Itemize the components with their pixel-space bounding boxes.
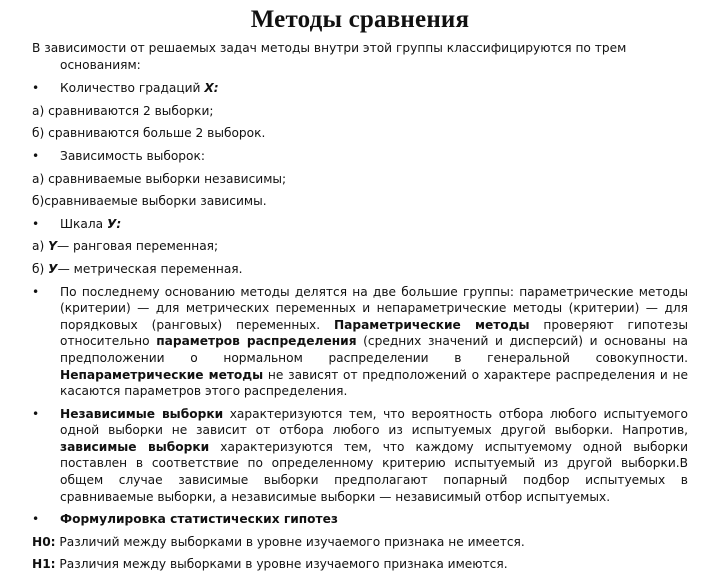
intro-second-line: основаниям: (60, 57, 141, 72)
h1-label: Н1: (32, 557, 56, 572)
scale-a-text: — ранговая переменная; (56, 239, 219, 254)
bullet-scale-text: Шкала (60, 216, 107, 231)
bullet-independent-samples (32, 406, 688, 506)
method-groups-text-4: не зависят от предположений о характере распределения и не касаются параметров этого распределения. (60, 367, 689, 399)
bullet-gradations-text: Количество градаций (60, 81, 205, 96)
bullet-marker: • (32, 216, 40, 231)
variable-x: Х: (204, 81, 219, 96)
scale-a (32, 238, 688, 255)
bullet-marker: • (32, 81, 40, 96)
h0-label: Н0: (32, 534, 56, 549)
bullet-method-groups (32, 284, 688, 400)
scale-b-variable: У (48, 261, 58, 276)
distribution-parameters-term: параметров распределения (156, 334, 357, 349)
slide-title: Методы сравнения (250, 6, 470, 33)
gradations-a: а) сравниваются 2 выборки; (32, 103, 214, 118)
independent-samples-term: Независимые выборки (60, 406, 224, 421)
scale-b-prefix: б) (32, 261, 49, 276)
scale-b-text: — метрическая переменная. (57, 261, 243, 276)
bullet-marker: • (32, 284, 40, 299)
dependence-a: а) сравниваемые выборки независимы; (32, 171, 287, 186)
slide-body (32, 40, 688, 573)
samples-text-2: характеризуются тем, что каждому испытуемому одной выборки поставлен в соответствие по определенному критерию испытуемый из другой выборки.В общем случае зависимые выборки предполагают попарный подбор испытуемых в сравниваемые выборки, а независимые выборки — независимый отбор испытуемых. (60, 439, 688, 504)
samples-text-1: характеризуются тем, что вероятность отбора любого испытуемого одной выборки не зависит от отбора любого из испытуемых другой выборки. Напротив, (60, 406, 688, 438)
h0-text: Различий между выборками в уровне изучаемого признака не имеется. (55, 534, 525, 549)
bullet-scale (32, 216, 688, 233)
intro-first-line: В зависимости от решаемых задач методы внутри этой группы классифицируются по трем (32, 41, 627, 55)
method-groups-text-1: По последнему основанию методы делятся на две большие группы: параметрические методы (критерии) — для метрических переменных и непараметрические методы (критерии) — для порядковых (ранговых) переменных. (60, 284, 688, 332)
scale-a-variable: Y (48, 239, 57, 254)
method-groups-text-3: (средних значений и дисперсий) и основаны на предположении о нормальном распределении в генеральной совокупности. (60, 334, 688, 365)
bullet-marker: • (32, 512, 40, 527)
nonparametric-methods-term: Непараметрические методы (60, 367, 264, 382)
hypotheses-heading: Формулировка статистических гипотез (60, 512, 338, 527)
intro-paragraph (32, 40, 688, 73)
bullet-gradations (32, 80, 688, 97)
h1-text: Различия между выборками в уровне изучаемого признака имеются. (55, 557, 508, 572)
bullet-dependence (32, 148, 688, 165)
bullet-dependence-text: Зависимость выборок: (60, 148, 205, 163)
hypothesis-h1 (32, 556, 688, 573)
dependence-b: б)сравниваемые выборки зависимы. (32, 194, 267, 209)
dependent-samples-term: зависимые выборки (60, 439, 210, 454)
parametric-methods-term: Параметрические методы (333, 317, 530, 332)
scale-b (32, 261, 688, 278)
bullet-marker: • (32, 148, 40, 163)
bullet-hypotheses (32, 511, 688, 528)
scale-a-prefix: а) (32, 239, 49, 254)
gradations-b: б) сравниваются больше 2 выборок. (32, 126, 266, 141)
hypothesis-h0 (32, 534, 688, 551)
bullet-marker: • (32, 406, 40, 421)
variable-y: У: (107, 216, 122, 231)
method-groups-text-2: проверяют гипотезы относительно (60, 317, 688, 349)
